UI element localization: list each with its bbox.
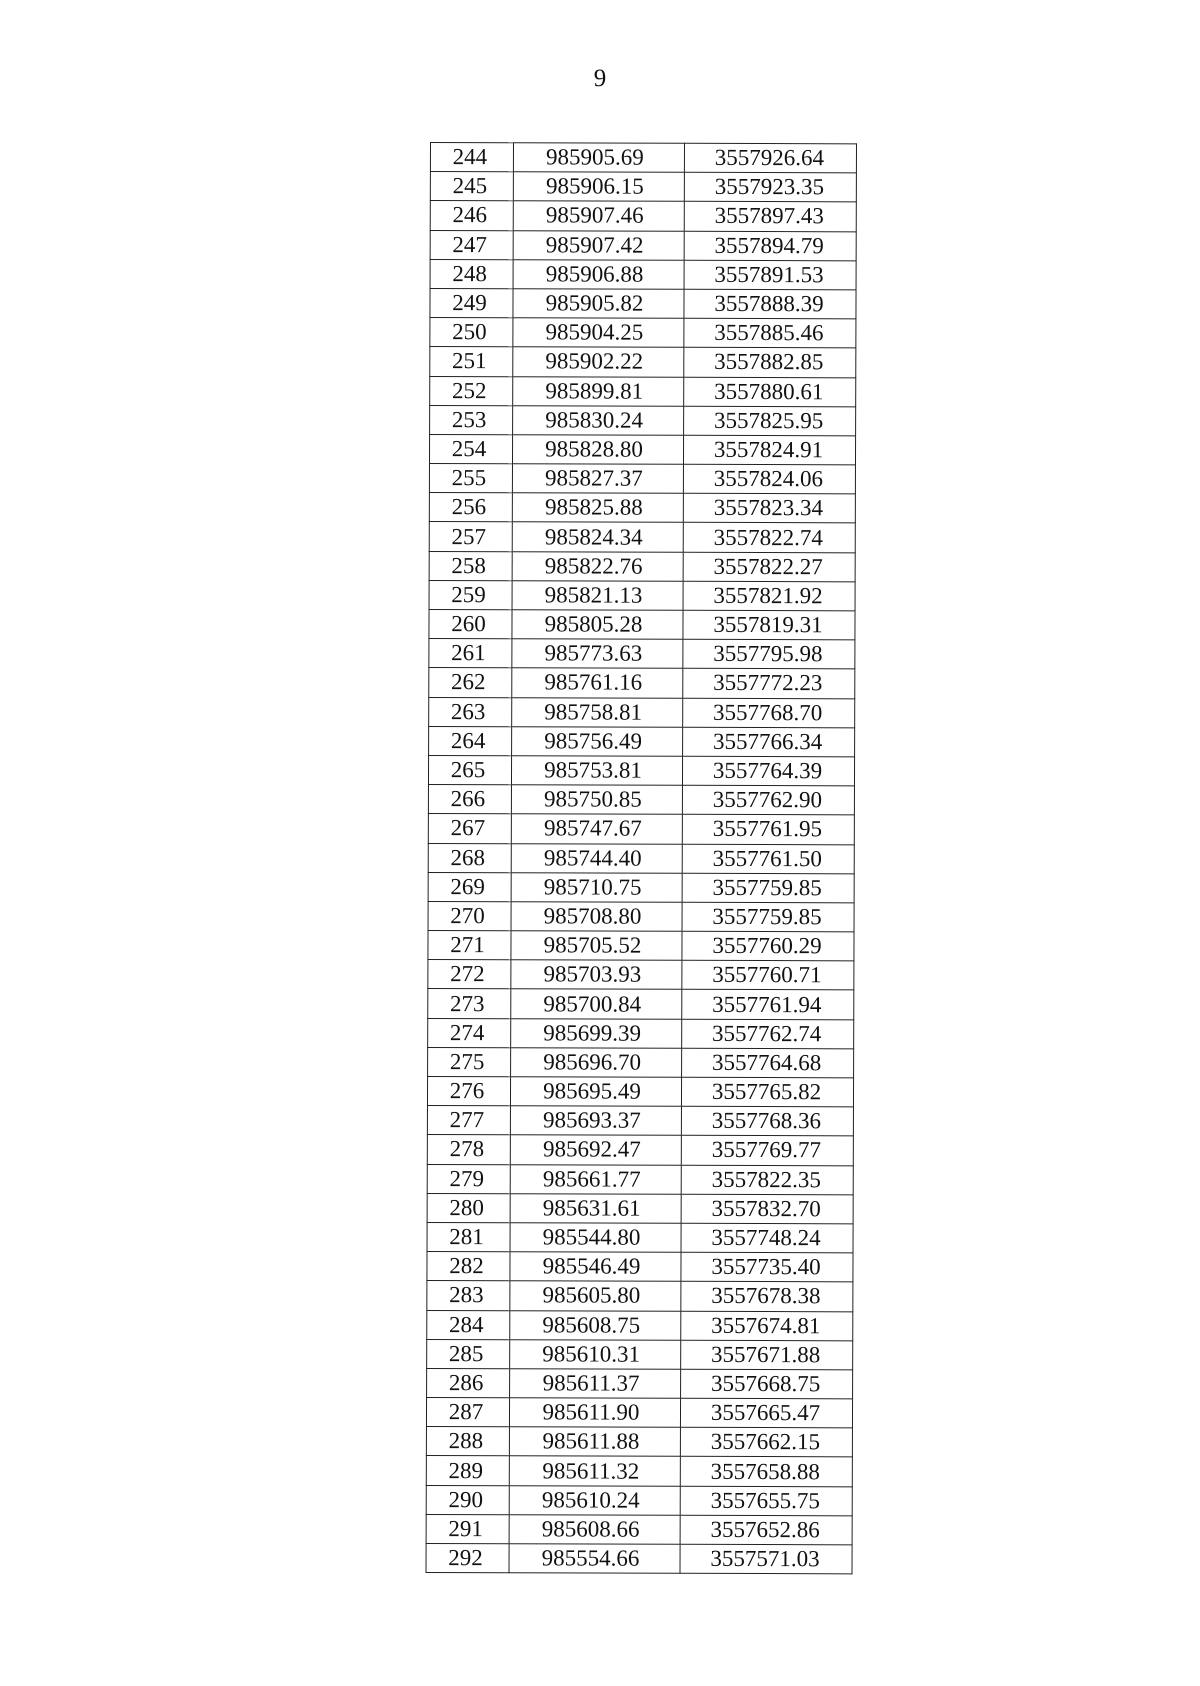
y-coordinate-cell: 3557923.35 [684, 172, 856, 202]
y-coordinate-cell: 3557761.94 [682, 990, 854, 1020]
x-coordinate-cell: 985631.61 [510, 1194, 681, 1224]
point-number-cell: 263 [429, 697, 512, 726]
table-row [428, 755, 854, 786]
x-coordinate-cell: 985605.80 [510, 1281, 681, 1311]
table-row [430, 230, 856, 261]
point-number-cell: 248 [430, 259, 513, 288]
x-coordinate-cell: 985695.49 [510, 1077, 681, 1107]
y-coordinate-cell: 3557824.91 [683, 435, 855, 465]
y-coordinate-cell: 3557735.40 [681, 1252, 853, 1282]
x-coordinate-cell: 985907.46 [513, 201, 684, 231]
y-coordinate-cell: 3557824.06 [683, 464, 855, 494]
point-number-cell: 282 [427, 1252, 510, 1281]
point-number-cell: 279 [427, 1164, 510, 1193]
y-coordinate-cell: 3557768.36 [681, 1106, 853, 1136]
y-coordinate-cell: 3557885.46 [684, 318, 856, 348]
table-row [429, 639, 855, 670]
x-coordinate-cell: 985758.81 [512, 697, 683, 727]
x-coordinate-cell: 985544.80 [510, 1223, 681, 1253]
point-number-cell: 271 [428, 931, 511, 960]
point-number-cell: 260 [429, 609, 512, 638]
x-coordinate-cell: 985821.13 [512, 581, 683, 611]
y-coordinate-cell: 3557822.27 [683, 552, 855, 582]
x-coordinate-cell: 985825.88 [512, 493, 683, 523]
y-coordinate-cell: 3557891.53 [684, 260, 856, 290]
x-coordinate-cell: 985611.32 [509, 1456, 680, 1486]
page-number: 9 [593, 65, 607, 92]
point-number-cell: 273 [428, 989, 511, 1018]
table-row [428, 960, 854, 991]
table-row [427, 1135, 853, 1166]
table-row [426, 1543, 852, 1574]
point-number-cell: 283 [427, 1281, 510, 1310]
x-coordinate-cell: 985906.15 [513, 172, 684, 202]
y-coordinate-cell: 3557655.75 [680, 1486, 852, 1516]
x-coordinate-cell: 985756.49 [512, 727, 683, 757]
table-row [426, 1456, 852, 1487]
table-row [427, 1368, 853, 1399]
y-coordinate-cell: 3557768.70 [683, 698, 855, 728]
point-number-cell: 264 [429, 726, 512, 755]
x-coordinate-cell: 985904.25 [513, 318, 684, 348]
y-coordinate-cell: 3557665.47 [680, 1398, 852, 1428]
coordinates-table-body [426, 143, 856, 1575]
x-coordinate-cell: 985761.16 [512, 668, 683, 698]
table-row [428, 1047, 854, 1078]
x-coordinate-cell: 985546.49 [510, 1252, 681, 1282]
x-coordinate-cell: 985710.75 [511, 872, 682, 902]
point-number-cell: 288 [426, 1427, 509, 1456]
table-row [430, 376, 856, 407]
table-row [427, 1106, 853, 1137]
x-coordinate-cell: 985693.37 [510, 1106, 681, 1136]
point-number-cell: 287 [426, 1398, 509, 1427]
x-coordinate-cell: 985906.88 [513, 260, 684, 290]
point-number-cell: 244 [430, 143, 513, 172]
y-coordinate-cell: 3557819.31 [683, 610, 855, 640]
y-coordinate-cell: 3557760.71 [682, 961, 854, 991]
y-coordinate-cell: 3557888.39 [684, 289, 856, 319]
table-row [428, 843, 854, 874]
y-coordinate-cell: 3557761.95 [682, 815, 854, 845]
x-coordinate-cell: 985554.66 [509, 1544, 680, 1574]
point-number-cell: 256 [429, 493, 512, 522]
x-coordinate-cell: 985744.40 [511, 843, 682, 873]
y-coordinate-cell: 3557764.39 [682, 756, 854, 786]
table-row [428, 785, 854, 816]
point-number-cell: 259 [429, 580, 512, 609]
point-number-cell: 280 [427, 1193, 510, 1222]
y-coordinate-cell: 3557759.85 [682, 873, 854, 903]
table-row [426, 1485, 852, 1516]
table-row [429, 580, 855, 611]
x-coordinate-cell: 985750.85 [511, 785, 682, 815]
y-coordinate-cell: 3557668.75 [681, 1369, 853, 1399]
x-coordinate-cell: 985611.88 [509, 1427, 680, 1457]
y-coordinate-cell: 3557760.29 [682, 931, 854, 961]
point-number-cell: 265 [428, 755, 511, 784]
table-row [428, 989, 854, 1020]
x-coordinate-cell: 985610.31 [510, 1339, 681, 1369]
table-row [428, 1018, 854, 1049]
point-number-cell: 261 [429, 639, 512, 668]
table-row [430, 143, 856, 174]
point-number-cell: 277 [427, 1106, 510, 1135]
table-row [426, 1427, 852, 1458]
y-coordinate-cell: 3557894.79 [684, 231, 856, 261]
point-number-cell: 292 [426, 1543, 509, 1572]
y-coordinate-cell: 3557795.98 [683, 639, 855, 669]
y-coordinate-cell: 3557658.88 [680, 1457, 852, 1487]
y-coordinate-cell: 3557652.86 [680, 1515, 852, 1545]
y-coordinate-cell: 3557571.03 [680, 1544, 852, 1574]
point-number-cell: 272 [428, 960, 511, 989]
point-number-cell: 289 [426, 1456, 509, 1485]
point-number-cell: 245 [430, 172, 513, 201]
point-number-cell: 266 [428, 785, 511, 814]
point-number-cell: 257 [429, 522, 512, 551]
table-row [429, 464, 855, 495]
point-number-cell: 262 [429, 668, 512, 697]
table-row [427, 1339, 853, 1370]
table-row [427, 1252, 853, 1283]
y-coordinate-cell: 3557825.95 [684, 406, 856, 436]
x-coordinate-cell: 985700.84 [511, 989, 682, 1019]
y-coordinate-cell: 3557764.68 [682, 1048, 854, 1078]
table-row [429, 434, 855, 465]
x-coordinate-cell: 985822.76 [512, 551, 683, 581]
x-coordinate-cell: 985661.77 [510, 1164, 681, 1194]
point-number-cell: 276 [427, 1076, 510, 1105]
x-coordinate-cell: 985611.90 [509, 1398, 680, 1428]
x-coordinate-cell: 985608.75 [510, 1310, 681, 1340]
table-row [428, 931, 854, 962]
y-coordinate-cell: 3557671.88 [681, 1340, 853, 1370]
table-row [429, 668, 855, 699]
y-coordinate-cell: 3557678.38 [681, 1282, 853, 1312]
y-coordinate-cell: 3557822.35 [681, 1165, 853, 1195]
y-coordinate-cell: 3557897.43 [684, 202, 856, 232]
point-number-cell: 267 [428, 814, 511, 843]
point-number-cell: 274 [428, 1018, 511, 1047]
point-number-cell: 275 [428, 1047, 511, 1076]
x-coordinate-cell: 985611.37 [510, 1369, 681, 1399]
table-row [429, 697, 855, 728]
x-coordinate-cell: 985805.28 [512, 610, 683, 640]
table-row [426, 1514, 852, 1545]
table-row [430, 288, 856, 319]
table-row [430, 259, 856, 290]
x-coordinate-cell: 985705.52 [511, 931, 682, 961]
point-number-cell: 246 [430, 201, 513, 230]
y-coordinate-cell: 3557662.15 [680, 1428, 852, 1458]
x-coordinate-cell: 985708.80 [511, 902, 682, 932]
point-number-cell: 258 [429, 551, 512, 580]
x-coordinate-cell: 985773.63 [512, 639, 683, 669]
y-coordinate-cell: 3557772.23 [683, 669, 855, 699]
table-row [428, 901, 854, 932]
table-row [429, 609, 855, 640]
point-number-cell: 268 [428, 843, 511, 872]
x-coordinate-cell: 985610.24 [509, 1485, 680, 1515]
table-row [430, 201, 856, 232]
point-number-cell: 249 [430, 288, 513, 317]
x-coordinate-cell: 985747.67 [511, 814, 682, 844]
x-coordinate-cell: 985824.34 [512, 522, 683, 552]
x-coordinate-cell: 985608.66 [509, 1515, 680, 1545]
table-row [430, 172, 856, 203]
table-row [430, 405, 856, 436]
y-coordinate-cell: 3557674.81 [681, 1311, 853, 1341]
x-coordinate-cell: 985703.93 [511, 960, 682, 990]
y-coordinate-cell: 3557766.34 [683, 727, 855, 757]
y-coordinate-cell: 3557832.70 [681, 1194, 853, 1224]
point-number-cell: 252 [430, 376, 513, 405]
y-coordinate-cell: 3557769.77 [681, 1136, 853, 1166]
table-row [427, 1281, 853, 1312]
table-row [426, 1398, 852, 1429]
point-number-cell: 278 [427, 1135, 510, 1164]
point-number-cell: 270 [428, 901, 511, 930]
y-coordinate-cell: 3557880.61 [684, 377, 856, 407]
x-coordinate-cell: 985699.39 [511, 1018, 682, 1048]
table-row [428, 872, 854, 903]
y-coordinate-cell: 3557748.24 [681, 1223, 853, 1253]
y-coordinate-cell: 3557761.50 [682, 844, 854, 874]
point-number-cell: 286 [427, 1368, 510, 1397]
point-number-cell: 251 [430, 347, 513, 376]
table-row [427, 1193, 853, 1224]
table-row [427, 1164, 853, 1195]
table-row [429, 493, 855, 524]
point-number-cell: 250 [430, 318, 513, 347]
x-coordinate-cell: 985905.69 [513, 143, 684, 173]
table-row [427, 1222, 853, 1253]
table-row [430, 347, 856, 378]
table-row [429, 726, 855, 757]
y-coordinate-cell: 3557926.64 [684, 143, 856, 173]
y-coordinate-cell: 3557821.92 [683, 581, 855, 611]
point-number-cell: 284 [427, 1310, 510, 1339]
y-coordinate-cell: 3557762.90 [682, 785, 854, 815]
x-coordinate-cell: 985899.81 [513, 376, 684, 406]
y-coordinate-cell: 3557822.74 [683, 523, 855, 553]
point-number-cell: 255 [429, 464, 512, 493]
y-coordinate-cell: 3557759.85 [682, 902, 854, 932]
point-number-cell: 269 [428, 872, 511, 901]
x-coordinate-cell: 985696.70 [511, 1048, 682, 1078]
point-number-cell: 290 [426, 1485, 509, 1514]
point-number-cell: 253 [430, 405, 513, 434]
table-row [429, 522, 855, 553]
x-coordinate-cell: 985827.37 [512, 464, 683, 494]
point-number-cell: 247 [430, 230, 513, 259]
point-number-cell: 291 [426, 1514, 509, 1543]
x-coordinate-cell: 985830.24 [513, 405, 684, 435]
x-coordinate-cell: 985902.22 [513, 347, 684, 377]
coordinates-table [426, 142, 857, 1575]
y-coordinate-cell: 3557762.74 [682, 1019, 854, 1049]
table-row [430, 318, 856, 349]
x-coordinate-cell: 985692.47 [510, 1135, 681, 1165]
table-row [427, 1076, 853, 1107]
y-coordinate-cell: 3557823.34 [683, 494, 855, 524]
table-row [427, 1310, 853, 1341]
table-row [429, 551, 855, 582]
x-coordinate-cell: 985907.42 [513, 230, 684, 260]
x-coordinate-cell: 985753.81 [511, 756, 682, 786]
point-number-cell: 281 [427, 1222, 510, 1251]
point-number-cell: 254 [429, 434, 512, 463]
point-number-cell: 285 [427, 1339, 510, 1368]
y-coordinate-cell: 3557882.85 [684, 348, 856, 378]
x-coordinate-cell: 985828.80 [512, 435, 683, 465]
table-row [428, 814, 854, 845]
y-coordinate-cell: 3557765.82 [681, 1077, 853, 1107]
x-coordinate-cell: 985905.82 [513, 289, 684, 319]
